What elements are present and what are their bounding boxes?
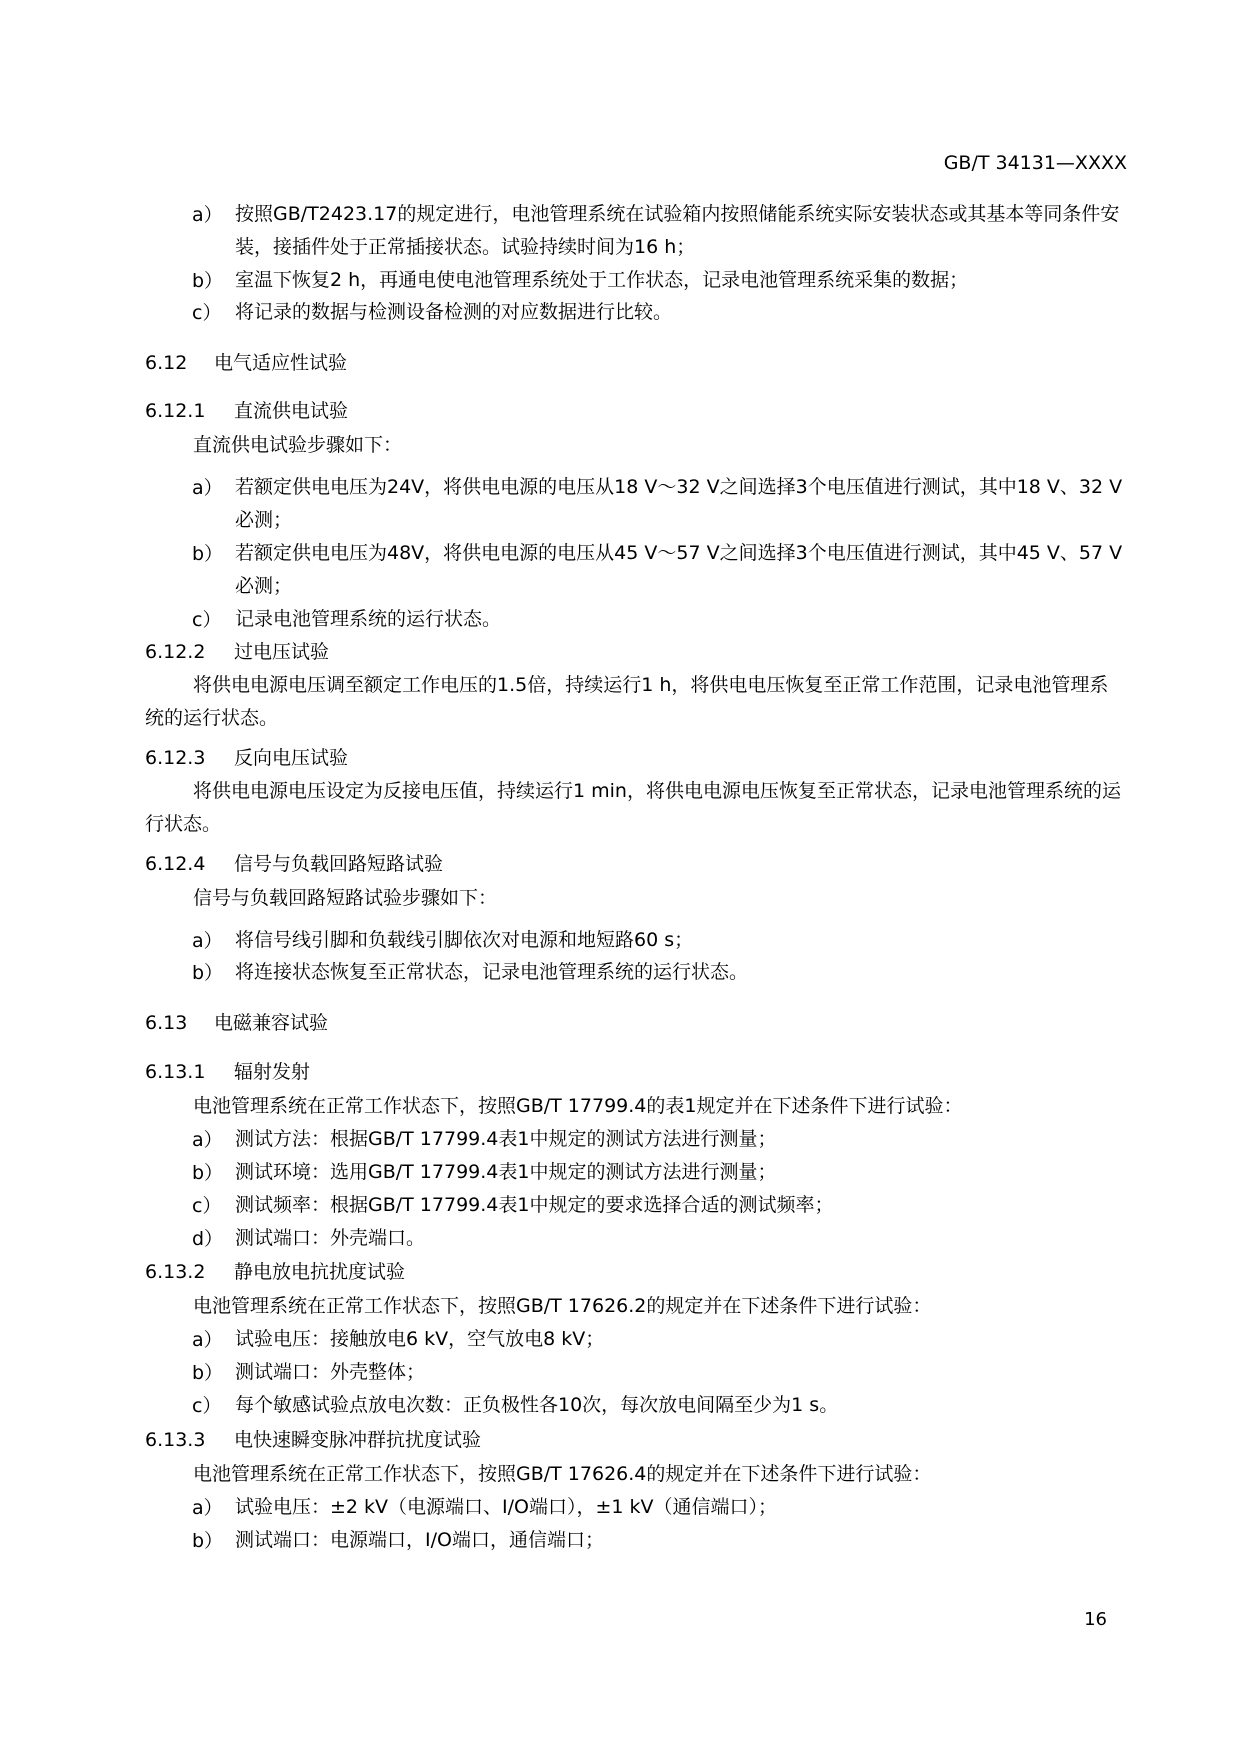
list-item-text: 将连接状态恢复至正常状态，记录电池管理系统的运行状态。 (235, 961, 749, 983)
subsection-number: 6.12.4 (145, 853, 206, 875)
subsection-title: 静电放电抗扰度试验 (234, 1261, 406, 1283)
subsection-number: 6.12.1 (145, 400, 206, 422)
paragraph: 电池管理系统在正常工作状态下，按照GB/T 17626.4的规定并在下述条件下进行试验： (193, 1463, 932, 1485)
list-label: a） (192, 1129, 223, 1151)
list-item-text: 测试端口：电源端口，I/O端口，通信端口； (235, 1529, 604, 1551)
paragraph: 直流供电试验步骤如下： (193, 434, 403, 456)
list-item-text: 测试端口：外壳整体； (235, 1361, 426, 1383)
section-title: 电磁兼容试验 (214, 1012, 329, 1034)
paragraph: 电池管理系统在正常工作状态下，按照GB/T 17799.4的表1规定并在下述条件下进行试验： (193, 1095, 963, 1117)
list-item-text: 试验电压：接触放电6 kV，空气放电8 kV； (235, 1328, 605, 1350)
list-label: b） (192, 962, 224, 984)
list-item-text: 若额定供电电压为24V，将供电电源的电压从18 V～32 V之间选择3个电压值进行测试，其中18 V、32 V必测； (235, 476, 1123, 531)
list-item-text: 每个敏感试验点放电次数：正负极性各10次，每次放电间隔至少为1 s。 (235, 1394, 839, 1416)
list-item-text: 测试频率：根据GB/T 17799.4表1中规定的要求选择合适的测试频率； (235, 1194, 834, 1216)
list-label: a） (192, 930, 223, 952)
list-item-text: 按照GB/T2423.17的规定进行，电池管理系统在试验箱内按照储能系统实际安装状态或其基本等同条件安装，接插件处于正常插接状态。试验持续时间为16 h； (235, 203, 1120, 258)
subsection-title: 过电压试验 (234, 641, 330, 663)
list-label: c） (192, 1195, 222, 1217)
list-item-text: 将信号线引脚和负载线引脚依次对电源和地短路60 s； (235, 929, 694, 951)
list-label: a） (192, 1329, 223, 1351)
subsection-number: 6.12.2 (145, 641, 206, 663)
paragraph: 电池管理系统在正常工作状态下，按照GB/T 17626.2的规定并在下述条件下进行试验： (193, 1295, 932, 1317)
list-label: a） (192, 204, 223, 226)
section-title: 电气适应性试验 (214, 352, 348, 374)
list-item-text: 测试端口：外壳端口。 (235, 1227, 426, 1249)
list-label: c） (192, 1395, 222, 1417)
subsection-number: 6.13.2 (145, 1261, 206, 1283)
list-item-text: 试验电压：±2 kV（电源端口、I/O端口），±1 kV（通信端口）； (235, 1496, 778, 1518)
list-label: a） (192, 477, 223, 499)
list-item-text: 若额定供电电压为48V，将供电电源的电压从45 V～57 V之间选择3个电压值进行测试，其中45 V、57 V必测； (235, 542, 1123, 597)
paragraph: 信号与负载回路短路试验步骤如下： (193, 887, 498, 909)
list-label: b） (192, 1362, 224, 1384)
paragraph: 将供电电源电压设定为反接电压值，持续运行1 min，将供电电源电压恢复至正常状态，记录电池管理系统的运行状态。 (145, 780, 1121, 835)
subsection-title: 直流供电试验 (234, 400, 349, 422)
list-label: b） (192, 1162, 224, 1184)
list-item-text: 测试环境：选用GB/T 17799.4表1中规定的测试方法进行测量； (235, 1161, 777, 1183)
list-label: b） (192, 1530, 224, 1552)
paragraph: 将供电电源电压调至额定工作电压的1.5倍，持续运行1 h，将供电电压恢复至正常工作范围，记录电池管理系统的运行状态。 (145, 674, 1109, 729)
section-number: 6.12 (145, 352, 188, 374)
document-code-header: GB/T 34131—XXXX (943, 152, 1127, 174)
list-label: b） (192, 270, 224, 292)
list-item-text: 室温下恢复2 h，再通电使电池管理系统处于工作状态，记录电池管理系统采集的数据； (235, 269, 969, 291)
subsection-title: 辐射发射 (234, 1061, 311, 1083)
subsection-title: 信号与负载回路短路试验 (234, 853, 444, 875)
list-label: c） (192, 609, 222, 631)
list-label: d） (192, 1228, 224, 1250)
subsection-number: 6.13.3 (145, 1429, 206, 1451)
section-number: 6.13 (145, 1012, 188, 1034)
list-item-text: 记录电池管理系统的运行状态。 (235, 608, 502, 630)
page-number: 16 (1084, 1609, 1107, 1630)
subsection-number: 6.13.1 (145, 1061, 206, 1083)
list-label: b） (192, 543, 224, 565)
subsection-number: 6.12.3 (145, 747, 206, 769)
list-item-text: 将记录的数据与检测设备检测的对应数据进行比较。 (235, 301, 673, 323)
subsection-title: 反向电压试验 (234, 747, 349, 769)
list-label: c） (192, 302, 222, 324)
list-label: a） (192, 1497, 223, 1519)
subsection-title: 电快速瞬变脉冲群抗扰度试验 (234, 1429, 482, 1451)
list-item-text: 测试方法：根据GB/T 17799.4表1中规定的测试方法进行测量； (235, 1128, 777, 1150)
